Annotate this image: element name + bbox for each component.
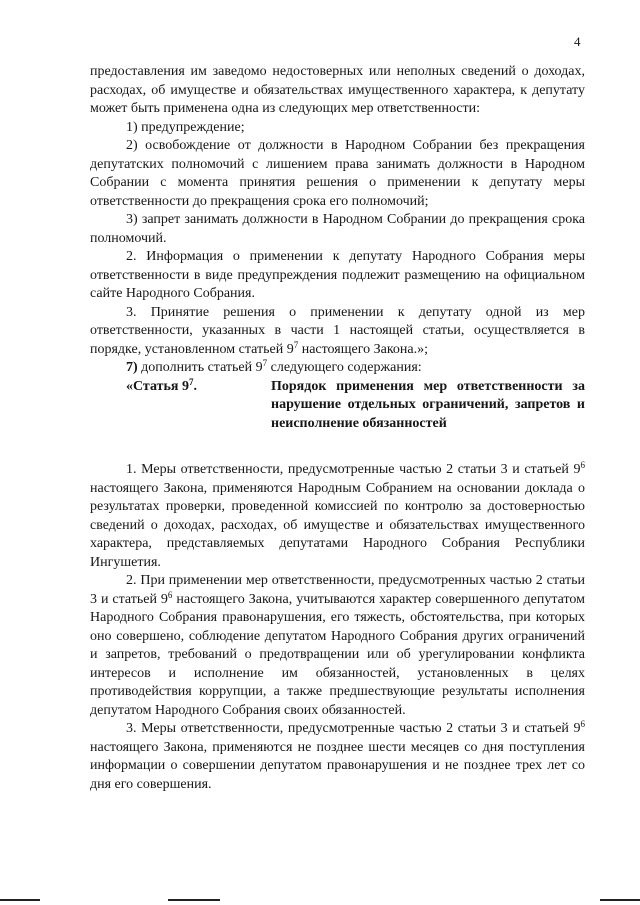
article-heading xyxy=(126,378,585,434)
article-label-b: . xyxy=(193,378,197,394)
paragraph-continuation: предоставления им заведомо недостоверных или неполных сведений о доходах, расходах, об имуществе и обязательствах имущественного характера, к депутату может быть применена одна из следующих мер ответственности: xyxy=(90,64,585,116)
document-body xyxy=(90,63,585,794)
article-paragraph-3-a: 3. Меры ответственности, предусмотренные частью 2 статьи 3 и статьей 9 xyxy=(126,721,581,736)
paragraph-2: 2. Информация о применении к депутату Народного Собрания меры ответственности в виде предупреждения подлежит размещению на официальном сайте Народного Собрания. xyxy=(90,249,585,301)
article-label-a: «Статья 9 xyxy=(126,378,189,394)
paragraph-3-text-a: 3. Принятие решения о применении к депутату одной из мер ответственности, указанных в части 1 настоящей статьи, осуществляется в порядке, установленном статьей 9 xyxy=(90,304,585,357)
paragraph-3-sup: 7 xyxy=(293,339,299,350)
article-paragraph-1-sup: 6 xyxy=(580,460,585,470)
list-item-release: 2) освобождение от должности в Народном Собрании без прекращения депутатских полномочий с лишением права занимать должности в Народном Собрании с момента принятия решения о применении к депутату меры ответственности до прекращения срока его полномочий; xyxy=(90,138,585,209)
amendment-text-b: следующего содержания: xyxy=(267,360,422,375)
article-title: Порядок применения мер ответственности за нарушение отдельных ограничений, запретов и неисполнение обязанностей xyxy=(271,378,585,431)
article-paragraph-2 xyxy=(90,572,585,720)
amendment-item-7 xyxy=(90,359,585,378)
page-number: 4 xyxy=(574,34,581,49)
paragraph-3-text-b: настоящего Закона.»; xyxy=(298,341,429,357)
article-paragraph-1 xyxy=(90,461,585,572)
article-paragraph-3-b: настоящего Закона, применяются не позднее шести месяцев со дня поступления информации о совершении депутатом правонарушения и не позднее трех лет со дня его совершения. xyxy=(90,739,585,792)
scan-artifact-line xyxy=(600,899,640,901)
article-paragraph-1-a: 1. Меры ответственности, предусмотренные частью 2 статьи 3 и статьей 9 xyxy=(126,462,581,477)
scan-artifact-line xyxy=(0,899,40,901)
list-item-warning: 1) предупреждение; xyxy=(126,119,245,135)
article-paragraph-2-a: 2. При применении мер ответственности, предусмотренных частью 2 статьи 3 и статьей 9 xyxy=(90,573,585,607)
article-label xyxy=(126,378,271,434)
amendment-number: 7) xyxy=(126,360,138,375)
article-paragraph-2-sup: 6 xyxy=(167,589,173,600)
article-label-sup: 7 xyxy=(188,376,194,387)
scan-artifact-line xyxy=(168,899,220,901)
paragraph-3 xyxy=(90,304,585,360)
amendment-text-a: дополнить статьей 9 xyxy=(137,360,263,375)
spacer xyxy=(90,433,585,461)
amendment-sup: 7 xyxy=(262,358,268,368)
article-paragraph-3 xyxy=(90,720,585,794)
article-paragraph-2-b: настоящего Закона, учитываются характер совершенного депутатом Народного Собрания правонарушения, его тяжесть, обстоятельства, при которых оно совершено, соблюдение депутатом Народного Собрания других ограничений и запретов, требований о предотвращении или об урегулировании конфликта интересов и исполнение им обязанностей, установленных в целях противодействия коррупции, а также предшествующие результаты исполнения депутатом Народного Собрания своих обязанностей. xyxy=(90,591,585,718)
article-paragraph-3-sup: 6 xyxy=(580,719,585,729)
article-paragraph-1-b: настоящего Закона, применяются Народным Собранием на основании доклада о результатах проверки, проведенной комиссией по контролю за достоверностью сведений о доходах, расходах, об имуществе и обязательствах имущественного характера, представляемых депутатами Народного Собрания Республики Ингушетия. xyxy=(90,480,585,570)
list-item-ban: 3) запрет занимать должности в Народном Собрании до прекращения срока полномочий. xyxy=(90,212,585,246)
